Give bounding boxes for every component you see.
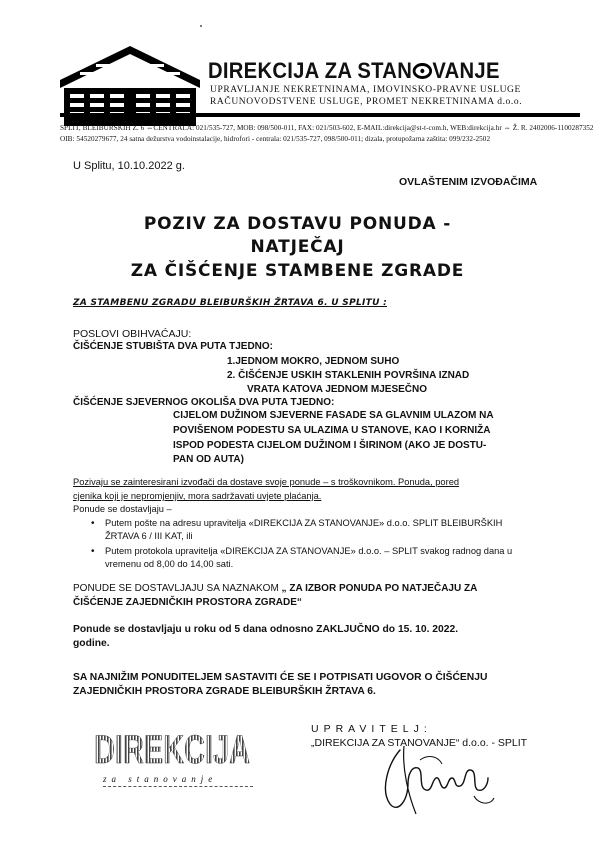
stairs-item-2-line-1: 2. ČIŠĆENJE USKIH STAKLENIH POVRŠINA IZNAD bbox=[227, 370, 470, 381]
bullet-item-1: • Putem pošte na adresu upravitelja «DIREKCIJA ZA STANOVANJE» d.o.o. SPLIT BLEIBURŠKIH bbox=[91, 518, 503, 529]
document-date: U Splitu, 10.10.2022 g. bbox=[73, 160, 185, 172]
bullet-item-2-cont: vremenu od 8,00 do 14,00 sati. bbox=[105, 559, 234, 569]
closing-line-1: SA NAJNIŽIM PONUDITELJEM SASTAVITI ĆE SE I POTPISATI UGOVOR O ČIŠĆENJU bbox=[73, 672, 488, 683]
yard-line-2: POVIŠENOM PODESTU SA ULAZIMA U STANOVE, KAO I KORNIŽA bbox=[173, 425, 491, 436]
manager-name: „DIREKCIJA ZA STANOVANJE“ d.o.o. - SPLIT bbox=[311, 737, 528, 749]
closing-line-2: ZAJEDNIČKIH PROSTORA ZGRADE BLEIBURŠKIH ŽRTAVA 6. bbox=[73, 686, 376, 697]
title-line-1: POZIV ZA DOSTAVU PONUDA - bbox=[143, 214, 452, 234]
yard-line-1: CIJELOM DUŽINOM SJEVERNE FASADE SA GLAVNIM ULAZOM NA bbox=[173, 410, 494, 421]
bullet-item-2: • Putem protokola upravitelja «DIREKCIJA ZA STANOVANJE» d.o.o. – SPLIT svakog radnog dana u bbox=[91, 546, 513, 557]
key-ring-icon bbox=[412, 63, 432, 79]
label-note-line-2: ČIŠĆENJE ZAJEDNIČKIH PROSTORA ZGRADE“ bbox=[73, 597, 302, 608]
deadline-line-1: Ponude se dostavljaju u roku od 5 dana odnosno ZAKLJUČNO do 15. 10. 2022. bbox=[73, 624, 459, 635]
invite-line-2: cjenika koji je nepromjenjiv, mora sadržavati uvjete plaćanja. bbox=[73, 491, 322, 501]
svg-text:DIREKCIJA: DIREKCIJA bbox=[94, 728, 250, 772]
contact-line-1: SPLIT, BLEIBURŠKIH Ž. 6 ⇔CENTRALA: 021/535-727, MOB: 098/500-011, FAX: 021/503-602, E-MAIL:direkcija@st-t-com.h, WEB:direkcija.hr ⇔ Ž. R. 2402006-1100287352 bbox=[60, 124, 594, 132]
invite-line-3: Ponude se dostavljaju – bbox=[73, 504, 172, 514]
bullet-icon: • bbox=[91, 546, 95, 557]
stairs-heading: ČIŠĆENJE STUBIŠTA DVA PUTA TJEDNO: bbox=[73, 341, 274, 352]
recipients: OVLAŠTENIM IZVOĐAČIMA bbox=[399, 176, 538, 188]
header-divider bbox=[60, 113, 580, 117]
yard-line-3: ISPOD PODESTA CIJELOM DUŽINOM I ŠIRINOM (AKO JE DOSTU- bbox=[173, 440, 487, 451]
manager-label: UPRAVITELJ: bbox=[311, 723, 432, 735]
yard-line-4: PAN OD AUTA) bbox=[173, 454, 244, 465]
title-line-2: NATJEČAJ bbox=[250, 237, 345, 257]
tagline-2: RAČUNOVODSTVENE USLUGE, PROMET NEKRETNINAMA d.o.o. bbox=[210, 97, 523, 107]
stamp-underline bbox=[103, 786, 253, 787]
title-line-3: ZA ČIŠĆENJE STAMBENE ZGRADE bbox=[130, 261, 465, 281]
section-label: POSLOVI OBIHVAĆAJU: bbox=[73, 328, 192, 340]
invite-line-1: Pozivaju se zainteresirani izvođači da dostave svoje ponude – s troškovnikom. Ponuda, pored bbox=[73, 477, 460, 487]
scan-speck bbox=[200, 25, 202, 27]
stairs-item-2-line-2: VRATA KATOVA JEDNOM MJESEČNO bbox=[247, 384, 428, 395]
contact-line-2: OIB: 54520279677, 24 satna dežurstva vodoinstalacije, hidrofori - centrala: 021/535-727, 098/500-011; dizala, protupožarna zaštita: 099/232-2502 bbox=[60, 135, 491, 143]
subject-line: ZA STAMBENU ZGRADU BLEIBURŠKIH ŽRTAVA 6. U SPLITU : bbox=[73, 298, 388, 308]
stamp-logo bbox=[92, 723, 252, 771]
yard-heading: ČIŠĆENJE SJEVERNOG OKOLIŠA DVA PUTA TJEDNO: bbox=[73, 397, 335, 408]
stairs-item-1: 1.JEDNOM MOKRO, JEDNOM SUHO bbox=[227, 356, 400, 367]
label-note-line-1: PONUDE SE DOSTAVLJAJU SA NAZNAKOM „ ZA IZBOR PONUDA PO NATJEČAJU ZA bbox=[73, 583, 478, 594]
company-name: DIREKCIJA ZA STAN VANJE bbox=[208, 58, 500, 83]
bullet-icon: • bbox=[91, 518, 95, 529]
stamp-subtitle: za stanovanje bbox=[103, 774, 218, 784]
tagline-1: UPRAVLJANJE NEKRETNINAMA, IMOVINSKO-PRAVNE USLUGE bbox=[210, 85, 521, 95]
handwritten-signature bbox=[378, 744, 498, 820]
bullet-item-1-cont: ŽRTAVA 6 / III KAT, ili bbox=[105, 531, 193, 541]
deadline-line-2: godine. bbox=[73, 638, 110, 649]
